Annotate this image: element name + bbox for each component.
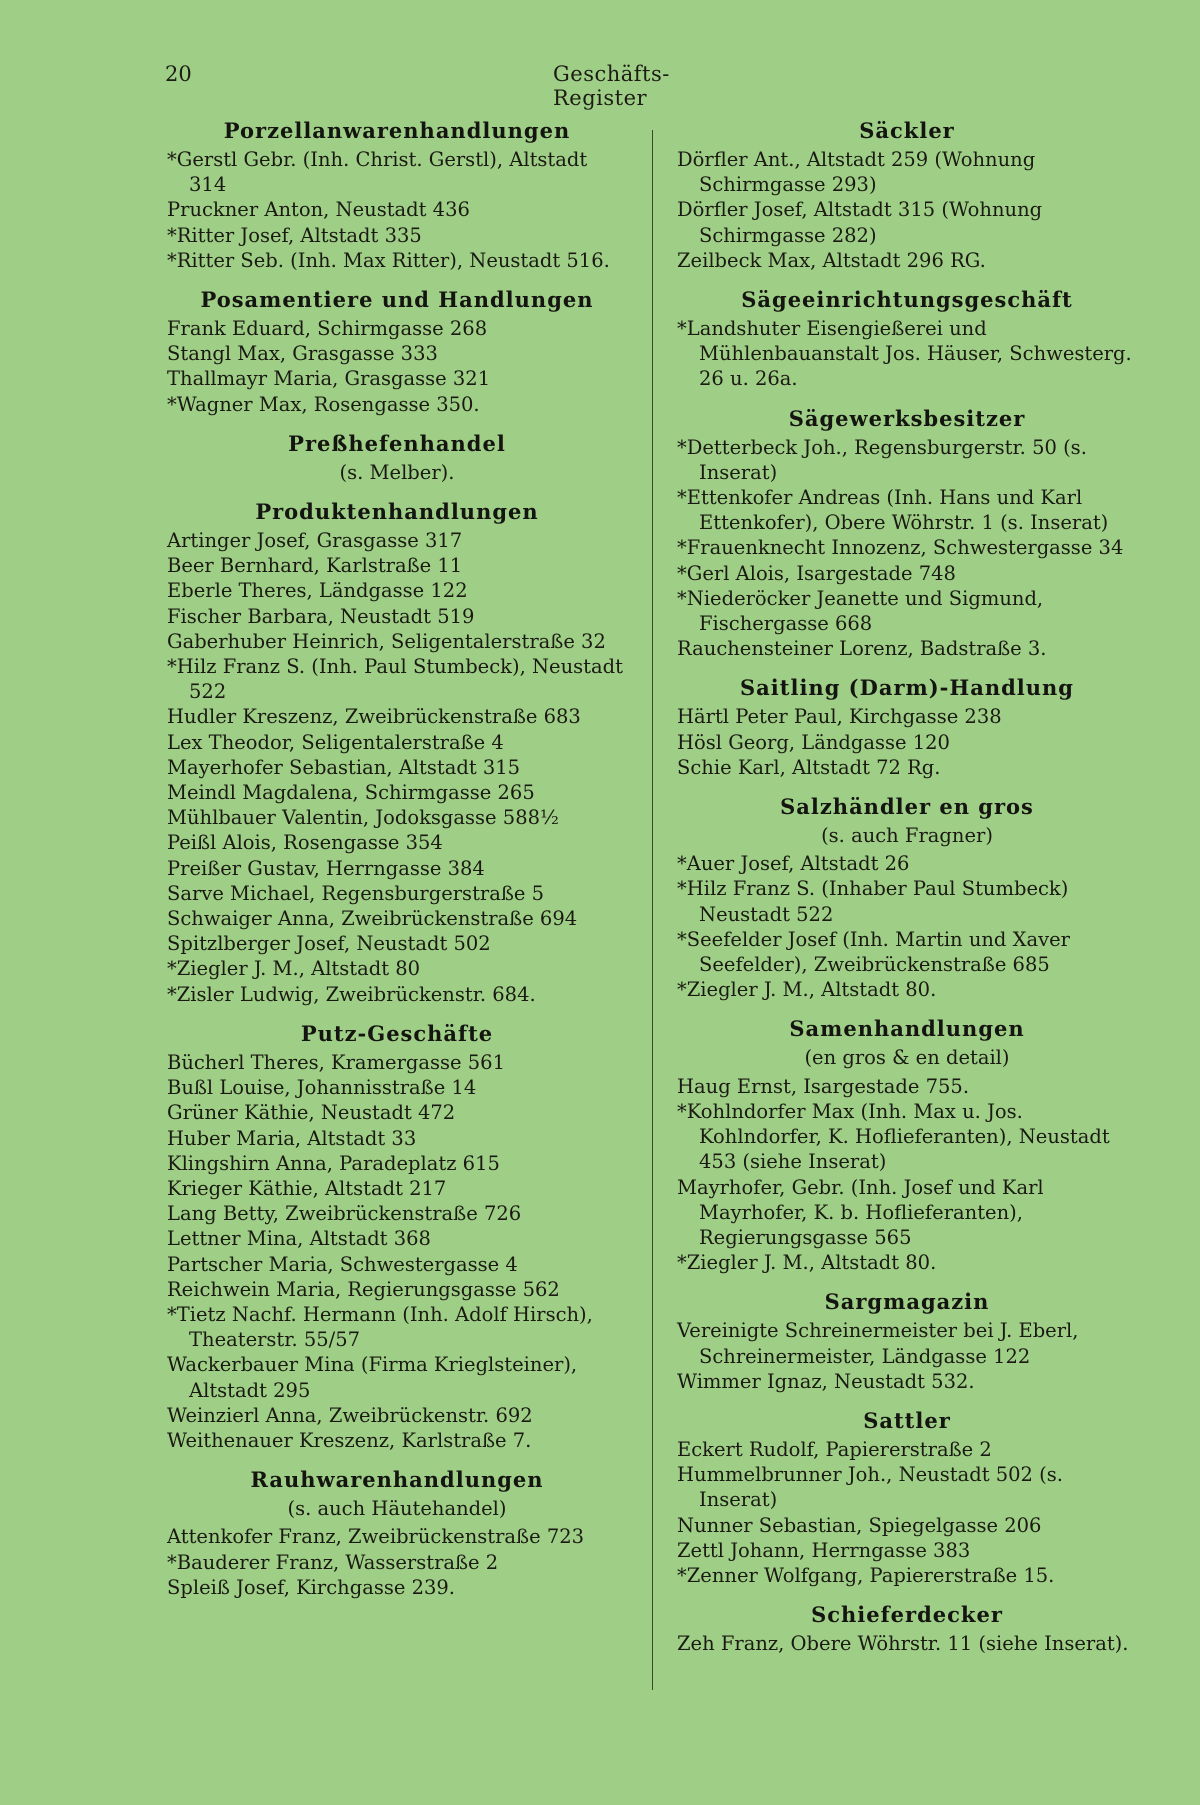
section-heading: Rauhwarenhandlungen <box>250 1467 544 1493</box>
directory-entry: *Gerl Alois, Isargestade 748 <box>677 561 956 585</box>
directory-entry: Beer Bernhard, Karlstraße 11 <box>167 554 463 578</box>
directory-entry: Stangl Max, Grasgasse 333 <box>167 342 438 366</box>
directory-entry: *Frauenknecht Innozenz, Schwestergasse 34 <box>677 536 1124 560</box>
directory-section <box>677 675 1137 780</box>
directory-entry: *Wagner Max, Rosengasse 350. <box>167 392 480 416</box>
section-heading: Sargmagazin <box>824 1289 990 1315</box>
directory-entry: Weithenauer Kreszenz, Karlstraße 7. <box>167 1428 532 1452</box>
section-heading: Säckler <box>859 118 955 143</box>
directory-entry: *Niederöcker Jeanette und Sigmund, Fischergasse 668 <box>677 586 1044 636</box>
directory-entry: *Seefelder Josef (Inh. Martin und Xaver Seefelder), Zweibrückenstraße 685 <box>677 927 1070 977</box>
directory-section <box>677 1016 1137 1275</box>
directory-entry: *Ziegler J. M., Altstadt 80. <box>677 978 937 1002</box>
directory-section <box>677 1408 1137 1588</box>
directory-entry: Zeh Franz, Obere Wöhrstr. 11 (siehe Inserat). <box>677 1632 1129 1656</box>
directory-entry: *Zisler Ludwig, Zweibrückenstr. 684. <box>167 982 536 1006</box>
directory-entry: *Tietz Nachf. Hermann (Inh. Adolf Hirsch), Theaterstr. 55/57 <box>167 1302 593 1352</box>
directory-entry: Weinzierl Anna, Zweibrückenstr. 692 <box>167 1403 533 1427</box>
directory-section <box>677 1289 1137 1394</box>
directory-entry: Bücherl Theres, Kramergasse 561 <box>167 1050 505 1074</box>
directory-section <box>167 1021 627 1453</box>
section-heading: Porzellanwarenhandlungen <box>223 118 571 143</box>
directory-entry: Bußl Louise, Johannisstraße 14 <box>167 1076 477 1100</box>
directory-section <box>677 118 1137 273</box>
directory-entry: Eberle Theres, Ländgasse 122 <box>167 579 468 603</box>
section-heading: Saitling (Darm)-Handlung <box>740 675 1074 701</box>
directory-entry: Grüner Käthie, Neustadt 472 <box>167 1101 456 1125</box>
directory-entry: Attenkofer Franz, Zweibrückenstraße 723 <box>167 1525 585 1549</box>
directory-entry: Schie Karl, Altstadt 72 Rg. <box>677 755 941 779</box>
directory-entry: Huber Maria, Altstadt 33 <box>167 1126 417 1150</box>
directory-entry: *Gerstl Gebr. (Inh. Christ. Gerstl), Altstadt 314 <box>167 148 588 197</box>
directory-section <box>167 118 627 273</box>
directory-entry: Meindl Magdalena, Schirmgasse 265 <box>167 781 535 805</box>
directory-entry: Hummelbrunner Joh., Neustadt 502 (s. Inserat) <box>677 1463 1063 1512</box>
directory-entry: *Bauderer Franz, Wasserstraße 2 <box>167 1550 499 1574</box>
directory-entry: Gaberhuber Heinrich, Seligentalerstraße 32 <box>167 629 606 653</box>
page-number: 20 <box>165 62 192 86</box>
directory-entry: Schwaiger Anna, Zweibrückenstraße 694 <box>167 907 578 931</box>
directory-section <box>677 406 1137 662</box>
directory-section <box>167 1467 627 1600</box>
directory-entry: Härtl Peter Paul, Kirchgasse 238 <box>677 705 1002 729</box>
directory-entry: *Ritter Josef, Altstadt 335 <box>167 223 422 247</box>
directory-entry: Fischer Barbara, Neustadt 519 <box>167 604 475 628</box>
directory-entry: *Hilz Franz S. (Inhaber Paul Stumbeck) Neustadt 522 <box>677 877 1069 926</box>
page-header <box>165 62 730 110</box>
directory-entry: Hösl Georg, Ländgasse 120 <box>677 730 950 754</box>
left-column <box>167 118 627 1614</box>
directory-entry: Thallmayr Maria, Grasgasse 321 <box>167 367 491 391</box>
directory-entry: Dörfler Josef, Altstadt 315 (Wohnung Schirmgasse 282) <box>677 198 1043 247</box>
directory-entry: Sarve Michael, Regensburgerstraße 5 <box>167 881 545 905</box>
directory-entry: *Ziegler J. M., Altstadt 80 <box>167 957 421 981</box>
section-heading: Putz-Geschäfte <box>300 1020 494 1046</box>
directory-entry: Spleiß Josef, Kirchgasse 239. <box>167 1575 455 1599</box>
section-note: (en gros & en detail) <box>804 1046 1010 1070</box>
section-heading: Salzhändler en gros <box>780 794 1034 820</box>
directory-entry: *Auer Josef, Altstadt 26 <box>677 852 910 876</box>
section-heading: Sägeeinrichtungsgeschäft <box>741 287 1073 313</box>
column-divider <box>652 130 653 1690</box>
section-note: (s. Melber). <box>339 460 455 484</box>
page-title: Geschäfts-Register <box>553 62 670 110</box>
section-heading: Sägewerksbesitzer <box>788 405 1026 431</box>
directory-entry: Preißer Gustav, Herrngasse 384 <box>167 856 485 880</box>
directory-entry: Zettl Johann, Herrngasse 383 <box>677 1538 971 1562</box>
directory-entry: *Landshuter Eisengießerei und Mühlenbauanstalt Jos. Häuser, Schwesterg. 26 u. 26a. <box>677 317 1132 391</box>
directory-entry: Mayerhofer Sebastian, Altstadt 315 <box>167 755 521 779</box>
directory-entry: Mühlbauer Valentin, Jodoksgasse 588½ <box>167 806 559 830</box>
directory-entry: *Kohlndorfer Max (Inh. Max u. Jos. Kohlndorfer, K. Hoflieferanten), Neustadt 453 (siehe Inserat) <box>677 1099 1110 1174</box>
directory-entry: Vereinigte Schreinermeister bei J. Eberl, Schreinermeister, Ländgasse 122 <box>677 1319 1079 1368</box>
directory-entry: Wimmer Ignaz, Neustadt 532. <box>677 1369 975 1393</box>
directory-entry: *Hilz Franz S. (Inh. Paul Stumbeck), Neustadt 522 <box>167 655 623 704</box>
directory-entry: Nunner Sebastian, Spiegelgasse 206 <box>677 1513 1042 1537</box>
directory-entry: Spitzlberger Josef, Neustadt 502 <box>167 932 491 956</box>
section-heading: Preßhefenhandel <box>288 430 506 456</box>
directory-entry: Zeilbeck Max, Altstadt 296 RG. <box>677 248 986 272</box>
section-heading: Posamentiere und Handlungen <box>200 287 594 313</box>
section-heading: Schieferdecker <box>811 1602 1003 1628</box>
directory-entry: Pruckner Anton, Neustadt 436 <box>167 198 470 222</box>
directory-entry: Eckert Rudolf, Papiererstraße 2 <box>677 1437 992 1461</box>
directory-section <box>677 1602 1137 1656</box>
directory-entry: Wackerbauer Mina (Firma Krieglsteiner), Altstadt 295 <box>167 1353 578 1402</box>
directory-entry: Mayrhofer, Gebr. (Inh. Josef und Karl Mayrhofer, K. b. Hoflieferanten), Regierungsgasse 565 <box>677 1175 1044 1249</box>
directory-entry: Partscher Maria, Schwestergasse 4 <box>167 1252 518 1276</box>
directory-entry: Hudler Kreszenz, Zweibrückenstraße 683 <box>167 705 581 729</box>
directory-entry: Reichwein Maria, Regierungsgasse 562 <box>167 1277 560 1301</box>
directory-entry: Haug Ernst, Isargestade 755. <box>677 1074 970 1098</box>
section-note: (s. auch Fragner) <box>821 824 993 848</box>
directory-section <box>677 794 1137 1002</box>
directory-entry: *Ritter Seb. (Inh. Max Ritter), Neustadt 516. <box>167 248 610 272</box>
directory-entry: *Detterbeck Joh., Regensburgerstr. 50 (s. Inserat) <box>677 435 1087 484</box>
directory-entry: Dörfler Ant., Altstadt 259 (Wohnung Schirmgasse 293) <box>677 148 1036 197</box>
directory-section <box>167 287 627 417</box>
directory-entry: *Ettenkofer Andreas (Inh. Hans und Karl Ettenkofer), Obere Wöhrstr. 1 (s. Inserat) <box>677 486 1109 535</box>
directory-entry: *Ziegler J. M., Altstadt 80. <box>677 1251 937 1275</box>
directory-entry: *Zenner Wolfgang, Papiererstraße 15. <box>677 1563 1055 1587</box>
directory-section <box>167 431 627 485</box>
section-heading: Sattler <box>863 1407 951 1433</box>
section-heading: Produktenhandlungen <box>255 499 539 525</box>
directory-entry: Frank Eduard, Schirmgasse 268 <box>167 317 488 341</box>
section-note: (s. auch Häutehandel) <box>287 1497 507 1521</box>
section-heading: Samenhandlungen <box>789 1016 1025 1042</box>
directory-entry: Krieger Käthie, Altstadt 217 <box>167 1176 447 1200</box>
directory-entry: Artinger Josef, Grasgasse 317 <box>167 529 463 553</box>
directory-entry: Peißl Alois, Rosengasse 354 <box>167 831 443 855</box>
directory-entry: Lang Betty, Zweibrückenstraße 726 <box>167 1202 522 1226</box>
directory-entry: Lex Theodor, Seligentalerstraße 4 <box>167 730 504 754</box>
directory-entry: Lettner Mina, Altstadt 368 <box>167 1227 431 1251</box>
directory-entry: Klingshirn Anna, Paradeplatz 615 <box>167 1151 500 1175</box>
right-column <box>677 118 1137 1670</box>
directory-section <box>677 287 1137 392</box>
directory-section <box>167 499 627 1007</box>
directory-entry: Rauchensteiner Lorenz, Badstraße 3. <box>677 637 1047 661</box>
